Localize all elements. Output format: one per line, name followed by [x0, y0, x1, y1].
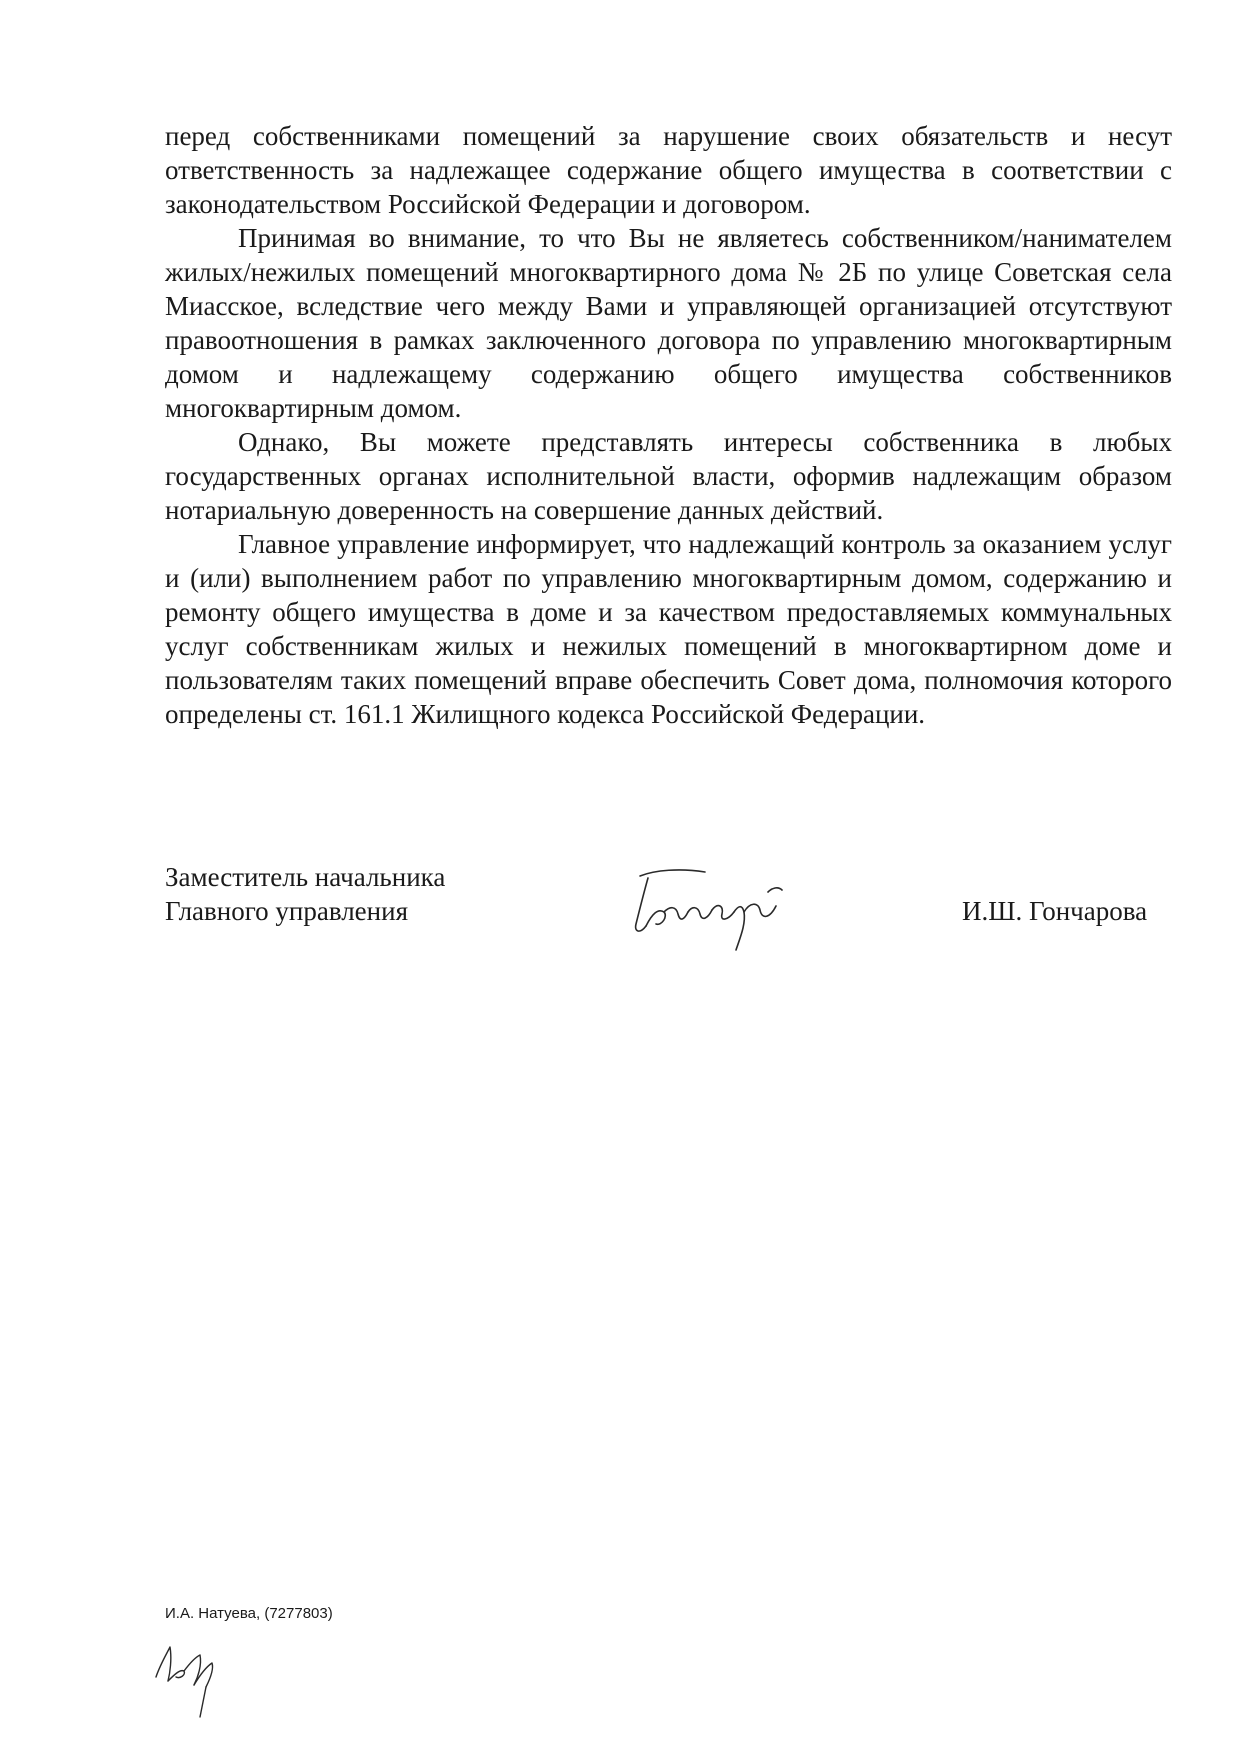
paragraph-house-council: Главное управление информирует, что надлежащий контроль за оказанием услуг и (или) выполнением работ по управлению многоквартирным домом, содержанию и ремонту общего имущества в доме и за качеством предоставляемых коммунальных услуг собственникам жилых и нежилых помещений в многоквартирном доме и пользователям таких помещений вправе обеспечить Совет дома, полномочия которого определены ст. 161.1 Жилищного кодекса Российской Федерации.: [165, 529, 1172, 729]
signatory-name: И.Ш. Гончарова: [962, 896, 1148, 926]
paragraph-power-of-attorney: Однако, Вы можете представлять интересы собственника в любых государственных органах исполнительной власти, оформив надлежащим образом нотариальную доверенность на совершение данных действий.: [165, 427, 1172, 525]
letter-body: [165, 119, 1172, 731]
executor-initials-mark: [150, 1625, 230, 1720]
signatory-position-line2: Главного управления: [165, 896, 408, 926]
paragraph-not-owner: Принимая во внимание, то что Вы не являетесь собственником/нанимателем жилых/нежилых помещений многоквартирного дома № 2Б по улице Советская села Миасское, вследствие чего между Вами и управляющей организацией отсутствуют правоотношения в рамках заключенного договора по управлению многоквартирным домом и надлежащему содержанию общего имущества собственников многоквартирным домом.: [165, 223, 1172, 423]
paragraph-continuation: перед собственниками помещений за нарушение своих обязательств и несут ответственность за надлежащее содержание общего имущества в соответствии с законодательством Российской Федерации и договором.: [165, 121, 1172, 219]
signatory-position-line1: Заместитель начальника: [165, 862, 446, 892]
signatory-position: [165, 860, 445, 928]
executor-contact: И.А. Натуева, (7277803): [165, 1605, 333, 1622]
handwritten-signature: [600, 862, 800, 952]
